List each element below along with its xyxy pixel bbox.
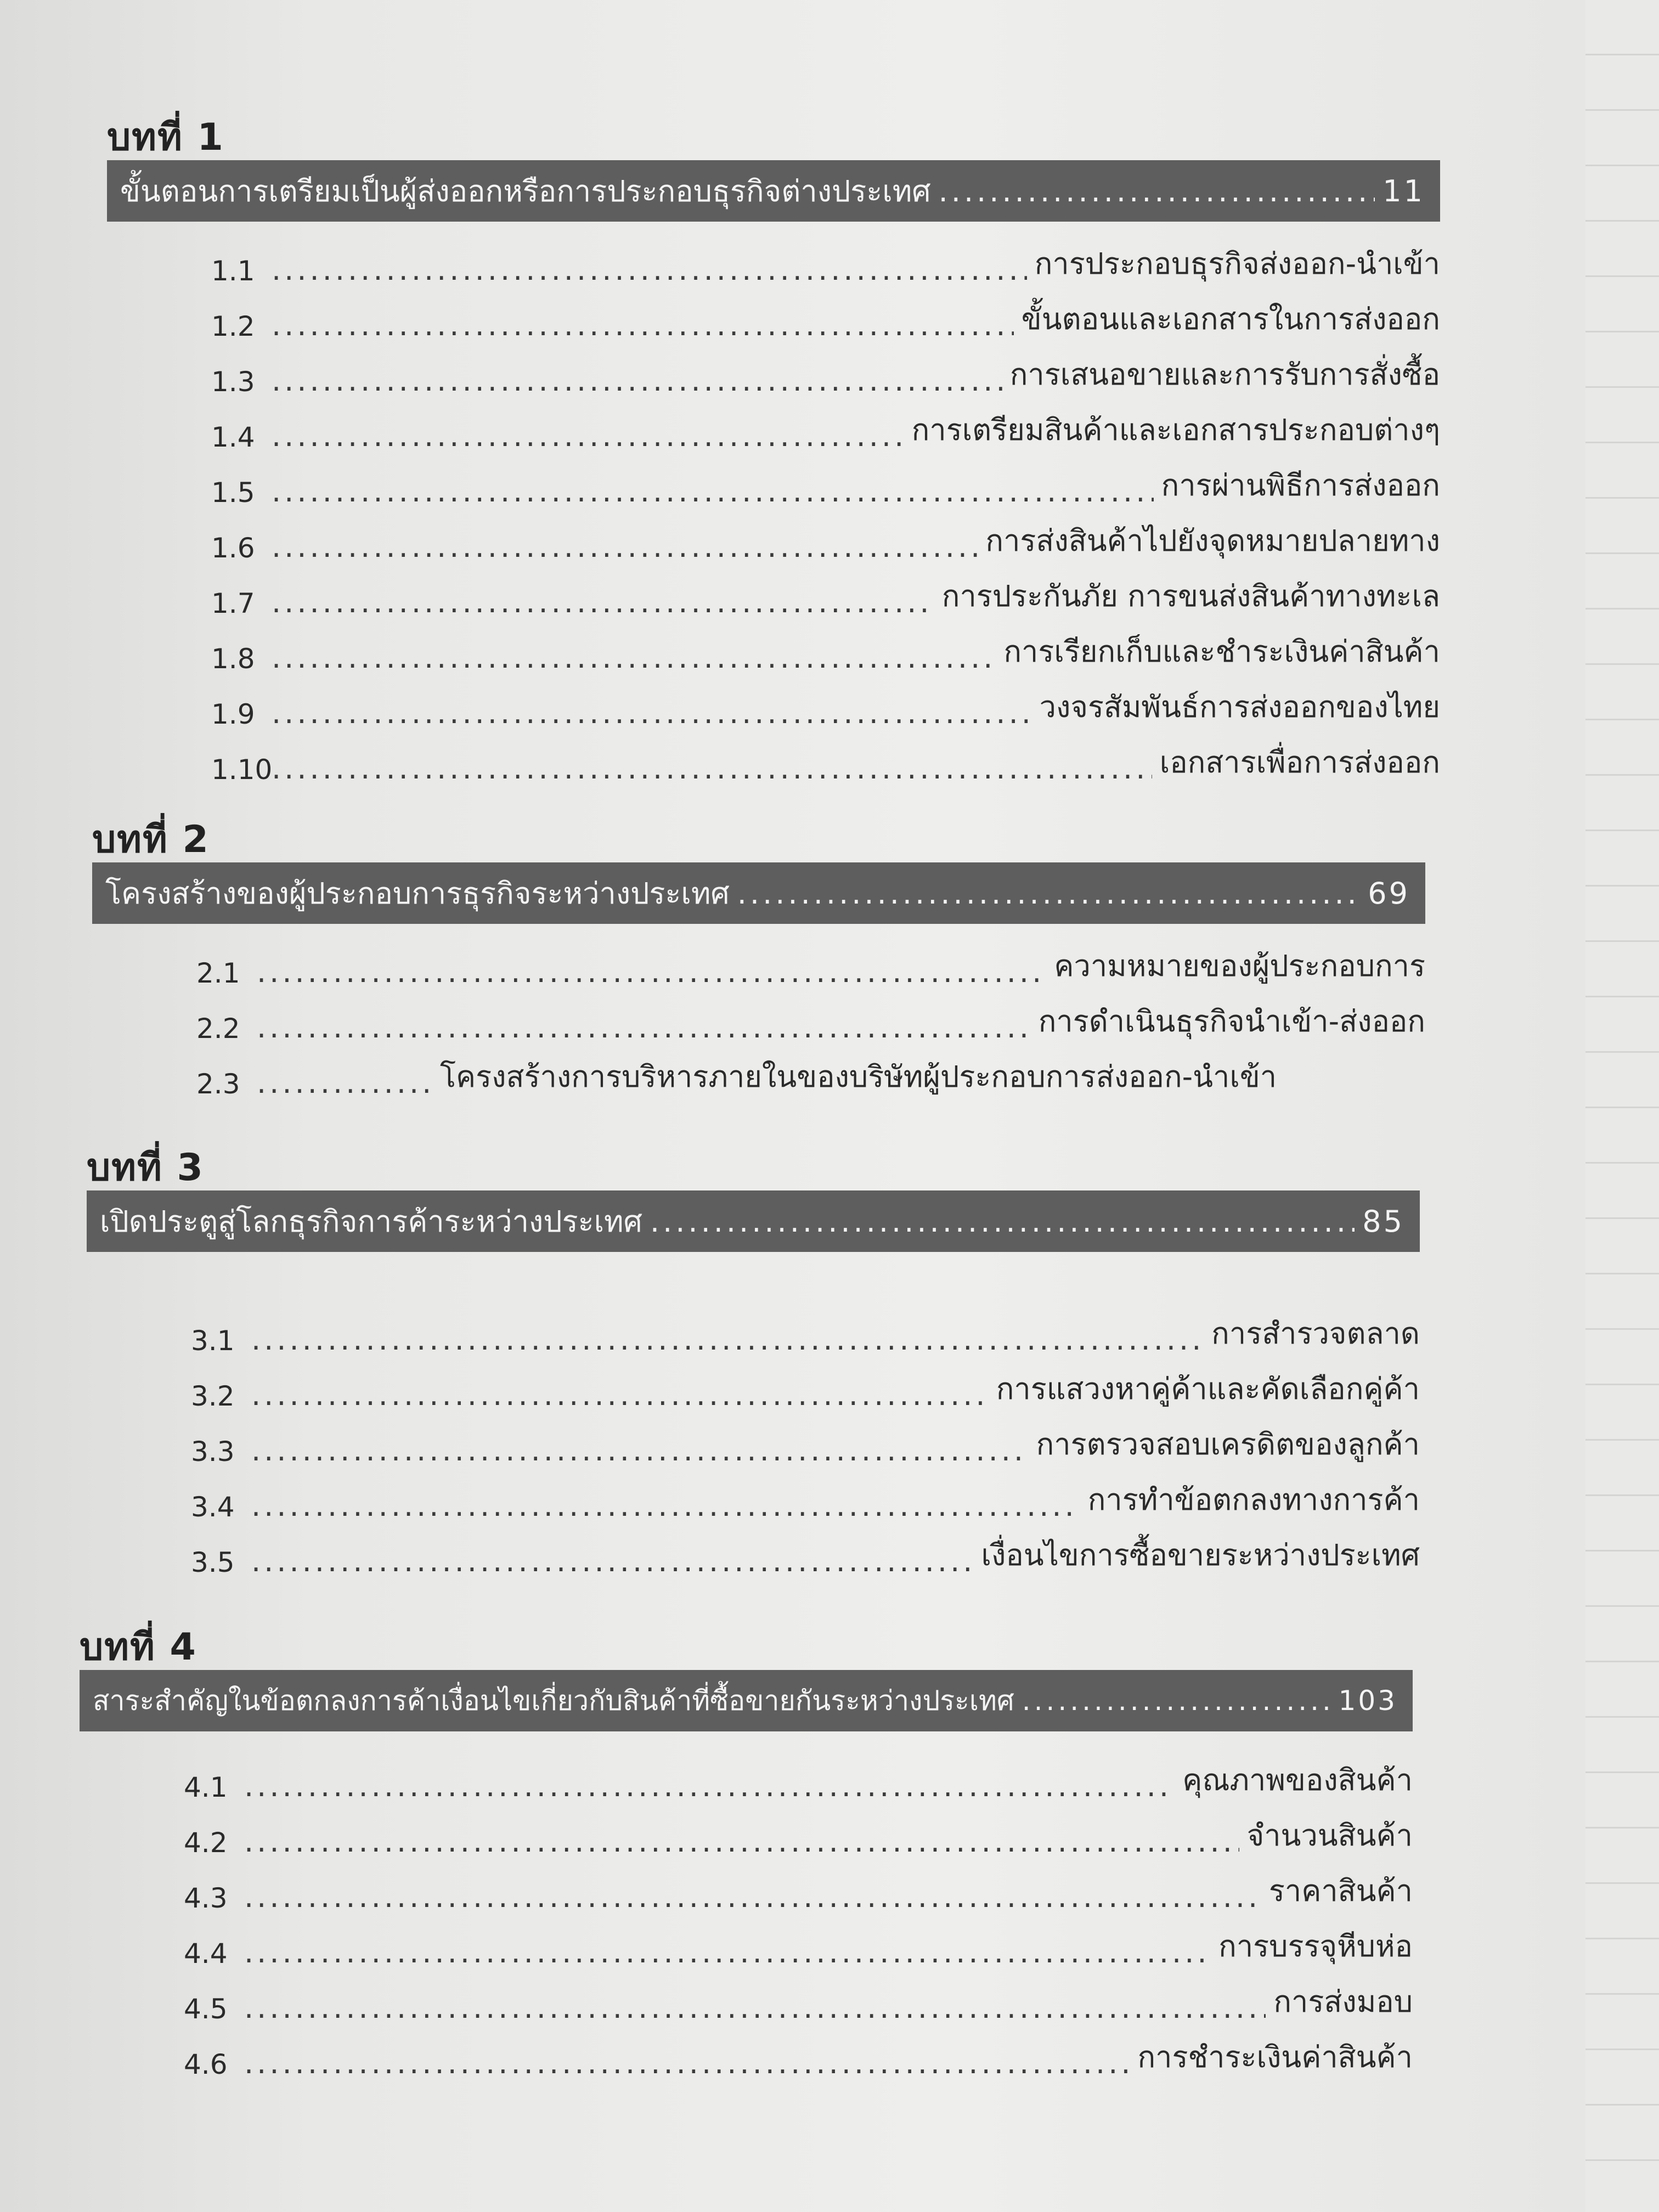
toc-entry [107,232,1440,287]
chapter-title-bar [87,1190,1420,1252]
notebook-edge [1585,0,1659,2212]
section-number: 4.6 [184,2049,228,2080]
toc-entry [107,730,1440,786]
section-number: 1.9 [211,698,255,730]
section-number: 3.2 [191,1380,235,1412]
dot-leader [244,2046,1130,2080]
dot-leader [251,1322,1204,1357]
dot-leader [272,585,934,619]
chapter-title-bar [107,160,1440,222]
dot-leader [251,1544,974,1578]
section-title: การสำรวจตลาด [1211,1316,1420,1351]
section-number: 1.2 [211,311,255,342]
section-number: 1.7 [211,588,255,619]
dot-leader [244,1880,1261,1914]
section-title: การประกันภัย การขนส่งสินค้าทางทะเล [941,579,1440,613]
section-number: 4.3 [184,1882,228,1914]
chapter-title: โครงสร้างของผู้ประกอบการธุรกิจระหว่างประเทศ [105,876,730,911]
section-title: การชำระเงินค่าสินค้า [1137,2040,1413,2074]
section-list [92,924,1425,1100]
section-title: เอกสารเพื่อการส่งออก [1159,745,1440,780]
section-list [107,222,1440,786]
dot-leader [650,1204,1355,1239]
section-number: 3.3 [191,1436,235,1468]
section-number: 2.3 [196,1068,240,1100]
chapter-page-number: 69 [1368,876,1410,911]
chapter-4 [80,1625,1413,2080]
section-title: การเรียกเก็บและชำระเงินค่าสินค้า [1003,634,1440,669]
toc-entry [80,2025,1413,2080]
toc-entry [107,453,1440,509]
dot-leader [939,174,1375,208]
chapter-page-number: 11 [1383,173,1425,208]
chapter-label: บทที่ 4 [80,1626,197,1669]
toc-entry [80,1803,1413,1859]
section-title: การเตรียมสินค้าและเอกสารประกอบต่างๆ [911,413,1440,447]
section-number: 1.6 [211,532,255,564]
chapter-label: บทที่ 1 [107,116,224,159]
chapter-title-bar [92,862,1425,924]
toc-entry [107,398,1440,453]
chapter-title: ขั้นตอนการเตรียมเป็นผู้ส่งออกหรือการประกอบธุรกิจต่างประเทศ [120,174,931,208]
chapter-1 [107,115,1440,786]
toc-entry [87,1301,1420,1357]
dot-leader [1022,1685,1331,1717]
dot-leader [257,1065,432,1100]
section-title: ขั้นตอนและเอกสารในการส่งออก [1021,302,1440,336]
chapter-3 [87,1146,1420,1578]
toc-entry [87,1412,1420,1468]
section-title: การบรรจุหีบห่อ [1218,1929,1413,1963]
section-number: 1.4 [211,421,255,453]
toc-entry [107,287,1440,342]
section-title: ความหมายของผู้ประกอบการ [1054,949,1425,983]
section-title: การทำข้อตกลงทางการค้า [1087,1482,1420,1517]
section-number: 4.1 [184,1771,228,1803]
section-title: ราคาสินค้า [1268,1874,1413,1908]
dot-leader [272,640,996,675]
dot-leader [272,751,1152,786]
toc-entry [92,934,1425,989]
toc-entry [80,1970,1413,2025]
toc-entry [80,1914,1413,1970]
chapter-label: บทที่ 2 [92,818,210,861]
chapter-page-number: 85 [1362,1204,1404,1239]
section-number: 4.2 [184,1827,228,1859]
toc-entry [87,1523,1420,1578]
toc-entry [107,564,1440,619]
toc-entry [92,1045,1425,1100]
dot-leader [244,1824,1239,1859]
section-title: การประกอบธุรกิจส่งออก-นำเข้า [1034,246,1440,281]
chapter-title: เปิดประตูสู่โลกธุรกิจการค้าระหว่างประเทศ [100,1204,642,1239]
section-number: 3.1 [191,1325,235,1357]
toc-entry [80,1859,1413,1914]
dot-leader [257,1010,1031,1045]
toc-entry [107,675,1440,730]
section-number: 4.4 [184,1938,228,1970]
section-number: 3.5 [191,1547,235,1578]
section-number: 2.2 [196,1013,240,1045]
section-title: คุณภาพของสินค้า [1182,1763,1413,1797]
dot-leader [244,1769,1175,1803]
section-number: 1.1 [211,255,255,287]
dot-leader [737,876,1361,911]
section-title: การเสนอขายและการรับการสั่งซื้อ [1009,357,1440,392]
dot-leader [251,1433,1029,1468]
section-number: 1.3 [211,366,255,398]
dot-leader [272,363,1002,398]
section-title: การตรวจสอบเครดิตของลูกค้า [1036,1427,1420,1462]
toc-entry [107,509,1440,564]
section-list [87,1252,1420,1578]
chapter-2 [92,817,1425,1100]
chapter-label: บทที่ 3 [87,1146,204,1189]
section-number: 4.5 [184,1993,228,2025]
dot-leader [272,529,978,564]
section-title: การแสวงหาคู่ค้าและคัดเลือกคู่ค้า [996,1372,1420,1406]
dot-leader [272,474,1154,509]
dot-leader [272,696,1032,730]
toc-entry [107,342,1440,398]
toc-entry [107,619,1440,675]
section-number: 1.10 [211,754,273,786]
dot-leader [272,419,904,453]
dot-leader [251,1488,1080,1523]
toc-entry [92,989,1425,1045]
toc-entry [80,1748,1413,1803]
chapter-title-bar [80,1670,1413,1731]
section-title: โครงสร้างการบริหารภายในของบริษัทผู้ประกอบการส่งออก-นำเข้า [440,1059,1277,1094]
section-number: 1.5 [211,477,255,509]
chapter-title: สาระสำคัญในข้อตกลงการค้าเงื่อนไขเกี่ยวกับสินค้าที่ซื้อขายกันระหว่างประเทศ [93,1684,1014,1717]
section-title: การส่งมอบ [1273,1984,1413,2019]
section-number: 3.4 [191,1491,235,1523]
section-title: การผ่านพิธีการส่งออก [1161,468,1440,503]
toc-entry [87,1468,1420,1523]
dot-leader [272,252,1027,287]
section-title: จำนวนสินค้า [1246,1818,1413,1853]
section-number: 2.1 [196,957,240,989]
toc-entry [87,1357,1420,1412]
dot-leader [244,1990,1266,2025]
dot-leader [272,308,1014,342]
section-title: การส่งสินค้าไปยังจุดหมายปลายทาง [985,523,1440,558]
chapter-page-number: 103 [1338,1685,1397,1717]
section-number: 1.8 [211,643,255,675]
section-title: วงจรสัมพันธ์การส่งออกของไทย [1039,690,1440,724]
dot-leader [244,1935,1211,1970]
section-title: การดำเนินธุรกิจนำเข้า-ส่งออก [1038,1004,1425,1039]
section-title: เงื่อนไขการซื้อขายระหว่างประเทศ [981,1538,1420,1572]
dot-leader [257,955,1046,989]
section-list [80,1731,1413,2080]
dot-leader [251,1378,989,1412]
